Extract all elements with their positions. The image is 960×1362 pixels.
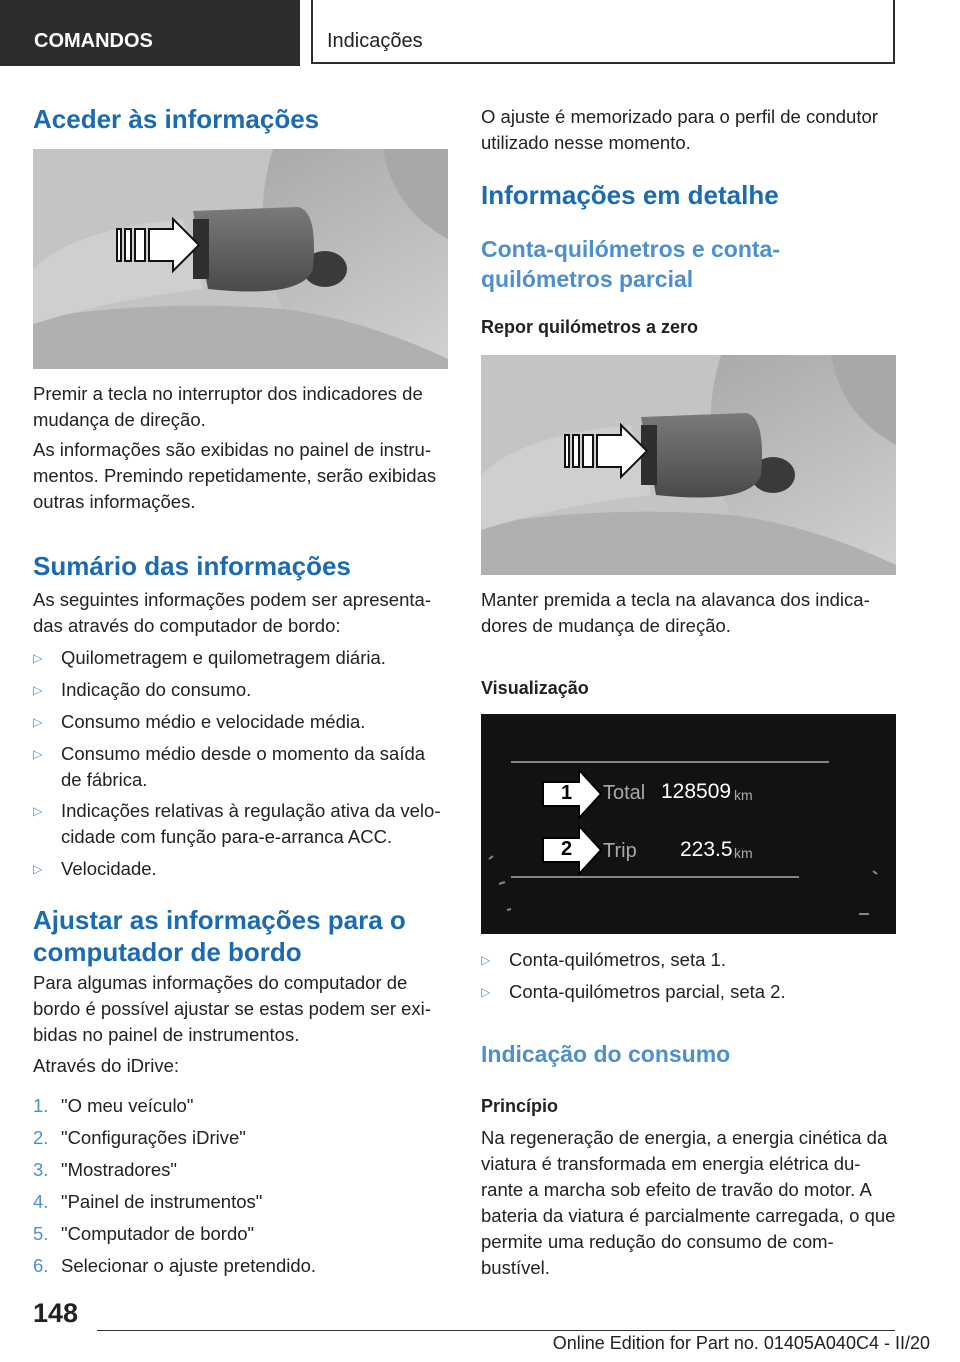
trip-label: Trip bbox=[603, 840, 637, 862]
list-item: 1. "O meu veículo" bbox=[33, 1095, 194, 1116]
heading-summary: Sumário das informações bbox=[33, 551, 351, 581]
triangle-bullet-icon: ▷ bbox=[33, 651, 43, 665]
heading-odometer: Conta-quilómetros e conta-quilómetros parcial bbox=[481, 236, 781, 292]
figure-turn-signal-stalk-reset bbox=[481, 355, 896, 575]
turn-signal-stalk-illustration bbox=[33, 149, 448, 369]
list-item: ▷ Indicação do consumo. bbox=[33, 677, 448, 703]
triangle-bullet-icon: ▷ bbox=[33, 862, 43, 876]
paragraph-via-idrive: Através do iDrive: bbox=[33, 1055, 179, 1076]
triangle-bullet-icon: ▷ bbox=[481, 985, 491, 999]
footer-divider bbox=[97, 1330, 895, 1331]
total-value: 128509 bbox=[661, 780, 732, 803]
heading-adjust: Ajustar as informações para o computador de bordo bbox=[33, 905, 406, 967]
total-unit: km bbox=[734, 787, 753, 803]
heading-consumption: Indicação do consumo bbox=[481, 1041, 731, 1067]
list-item: ▷ Conta-quilómetros parcial, seta 2. bbox=[481, 979, 896, 1005]
page-number: 148 bbox=[33, 1298, 79, 1328]
heading-display: Visualização bbox=[481, 678, 589, 698]
triangle-bullet-icon: ▷ bbox=[33, 804, 43, 818]
list-item: ▷ Indicações relativas à regulação ativa da velocidade com função para-e-arranca ACC. bbox=[33, 800, 441, 847]
total-label: Total bbox=[603, 782, 646, 804]
heading-reset: Repor quilómetros a zero bbox=[481, 317, 699, 337]
arrow-number-2: 2 bbox=[561, 838, 573, 860]
heading-access: Aceder às informações bbox=[33, 104, 320, 134]
trip-unit: km bbox=[734, 845, 753, 861]
triangle-bullet-icon: ▷ bbox=[33, 747, 43, 761]
triangle-bullet-icon: ▷ bbox=[33, 683, 43, 697]
figure-instrument-display bbox=[481, 714, 896, 934]
trip-value: 223.5 bbox=[680, 838, 733, 861]
paragraph-info-shown: As informações são exibidas no painel de instrumentos. Premindo repetidamente, serão exibidas outras informações. bbox=[33, 439, 437, 512]
figure-turn-signal-stalk bbox=[33, 149, 448, 369]
list-item: 2. "Configurações iDrive" bbox=[33, 1127, 246, 1148]
turn-signal-stalk-illustration bbox=[481, 355, 896, 575]
heading-principle: Princípio bbox=[481, 1096, 559, 1116]
paragraph-regeneration: Na regeneração de energia, a energia cinética da viatura é transformada em energia elétrica durante a marcha sob efeito de travão do motor. A bateria da viatura é parcialmente carregada, o que permite uma redução do consumo de combustível. bbox=[481, 1127, 896, 1278]
list-item: 4. "Painel de instrumentos" bbox=[33, 1191, 263, 1212]
triangle-bullet-icon: ▷ bbox=[33, 715, 43, 729]
list-item: 3. "Mostradores" bbox=[33, 1159, 177, 1180]
list-item: ▷ Consumo médio e velocidade média. bbox=[33, 709, 448, 735]
paragraph-setting-saved: O ajuste é memorizado para o perfil de condutor utilizado nesse momento. bbox=[481, 106, 878, 153]
chapter-tab: Indicações bbox=[311, 0, 895, 64]
paragraph-press-key: Premir a tecla no interruptor dos indicadores de mudança de direção. bbox=[33, 383, 423, 430]
list-item: ▷ Velocidade. bbox=[33, 856, 448, 882]
footer-edition: Online Edition for Part no. 01405A040C4 - II/20 bbox=[552, 1333, 930, 1353]
list-item: 5. "Computador de bordo" bbox=[33, 1223, 255, 1244]
odometer-display-illustration bbox=[481, 714, 896, 934]
paragraph-hold-key: Manter premida a tecla na alavanca dos indicadores de mudança de direção. bbox=[481, 589, 870, 636]
list-item: ▷ Conta-quilómetros, seta 1. bbox=[481, 947, 896, 973]
section-tab: COMANDOS bbox=[0, 0, 300, 66]
list-item: ▷ Quilometragem e quilometragem diária. bbox=[33, 645, 448, 671]
heading-detail: Informações em detalhe bbox=[481, 180, 779, 210]
triangle-bullet-icon: ▷ bbox=[481, 953, 491, 967]
paragraph-some-info: Para algumas informações do computador de bordo é possível ajustar se estas podem ser exibidas no painel de instrumentos. bbox=[33, 972, 431, 1045]
paragraph-following-info: As seguintes informações podem ser apresentadas através do computador de bordo: bbox=[33, 589, 431, 636]
list-item: ▷ Consumo médio desde o momento da saída de fábrica. bbox=[33, 743, 426, 790]
list-item: 6. Selecionar o ajuste pretendido. bbox=[33, 1255, 317, 1276]
arrow-number-1: 1 bbox=[561, 782, 573, 804]
